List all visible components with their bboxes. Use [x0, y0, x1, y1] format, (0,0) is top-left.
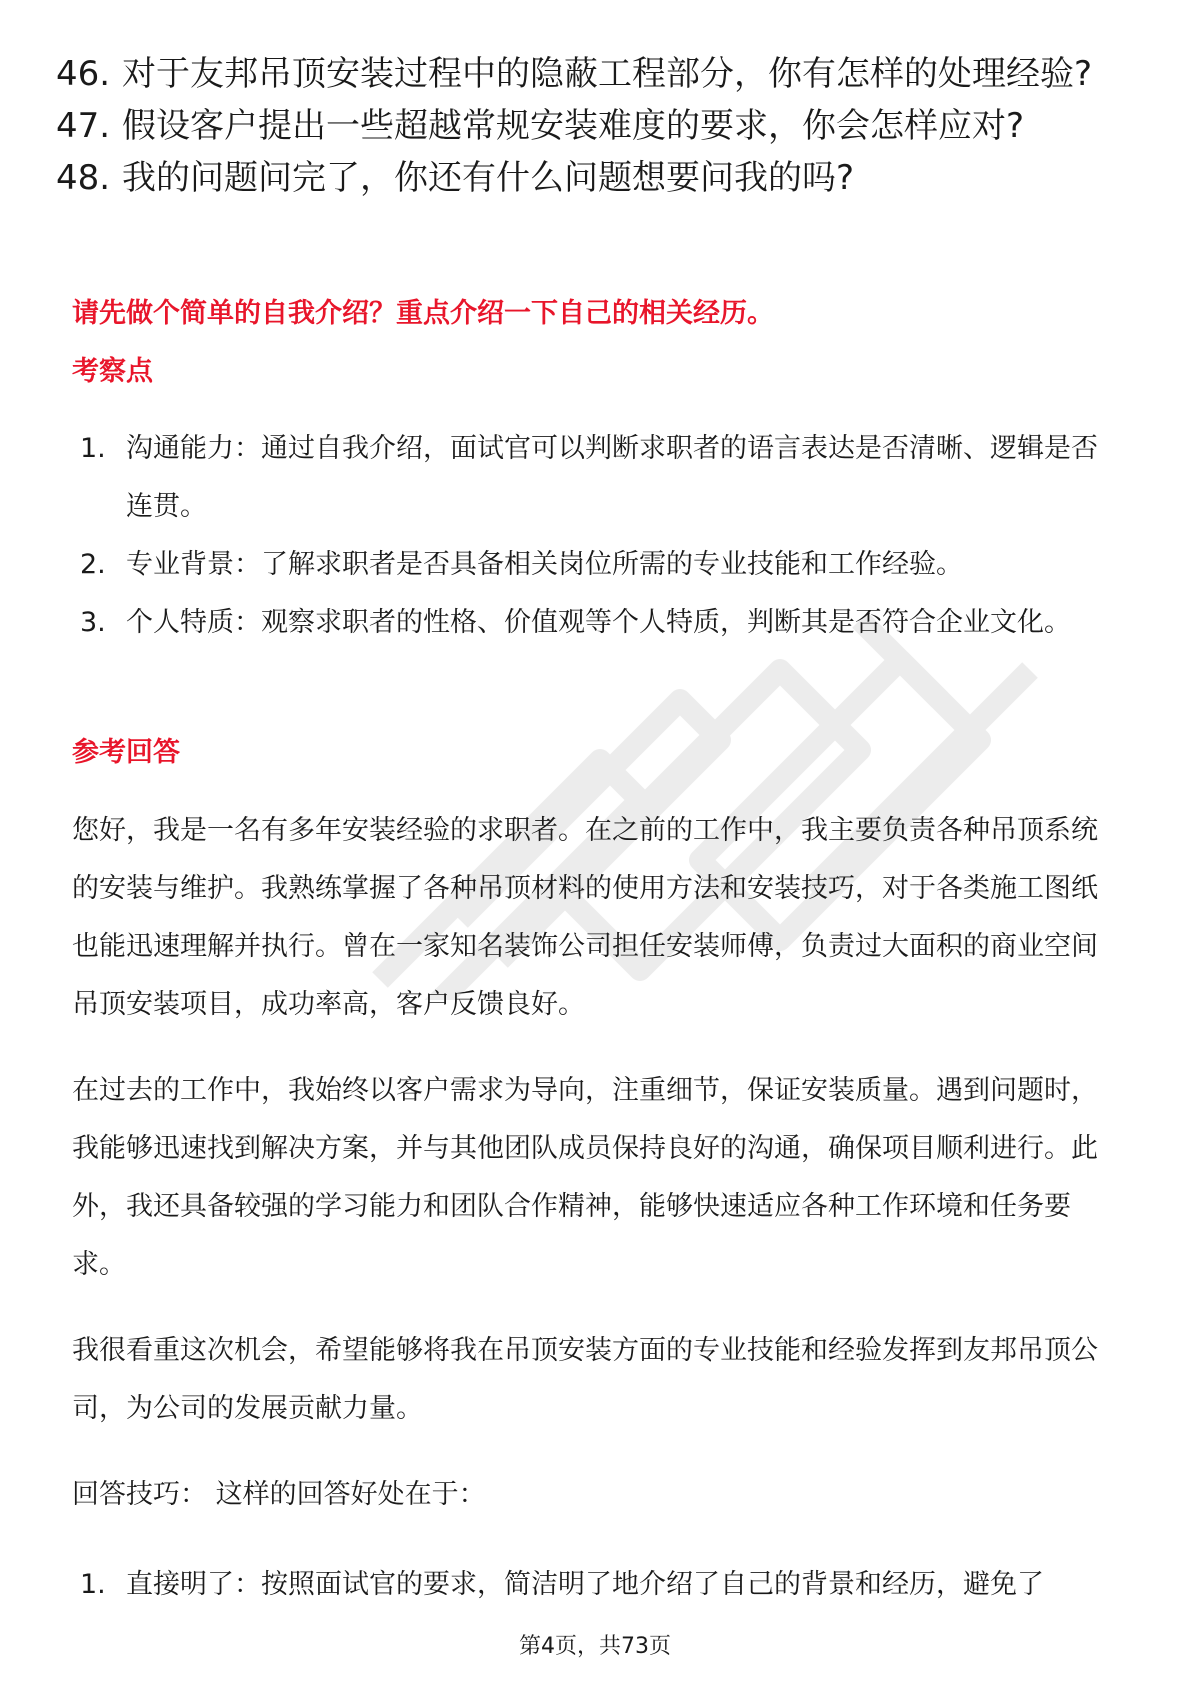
list-item-number: 3.: [80, 607, 106, 638]
answer-paragraph: 在过去的工作中，我始终以客户需求为导向，注重细节，保证安装质量。遇到问题时，我能够迅速找到解决方案，并与其他团队成员保持良好的沟通，确保项目顺利进行。此外，我还具备较强的学习能力和团队合作精神，能够快速适应各种工作环境和任务要求。: [72, 1075, 1098, 1280]
section-heading-reference-answer: 参考回答: [72, 737, 180, 768]
list-item-text: 沟通能力：通过自我介绍，面试官可以判断求职者的语言表达是否清晰、逻辑是否连贯。: [126, 433, 1098, 522]
page-footer: 第4页，共73页: [519, 1634, 671, 1659]
list-item-number: 2.: [80, 549, 106, 580]
list-item: [80, 420, 1120, 536]
question-item-48: [56, 156, 1096, 200]
list-item-text: 直接明了：按照面试官的要求，简洁明了地介绍了自己的背景和经历，避免了: [126, 1569, 1044, 1600]
list-item: [80, 1556, 1120, 1614]
answer-paragraph: 我很看重这次机会，希望能够将我在吊顶安装方面的专业技能和经验发挥到友邦吊顶公司，为公司的发展贡献力量。: [72, 1335, 1098, 1424]
question-item-47: [56, 104, 1096, 148]
question-number: 46.: [56, 54, 111, 94]
answer-paragraph: 您好，我是一名有多年安装经验的求职者。在之前的工作中，我主要负责各种吊顶系统的安装与维护。我熟练掌握了各种吊顶材料的使用方法和安装技巧，对于各类施工图纸也能迅速理解并执行。曾在一家知名装饰公司担任安装师傅，负责过大面积的商业空间吊顶安装项目，成功率高，客户反馈良好。: [72, 815, 1098, 1020]
list-item-text: 专业背景：了解求职者是否具备相关岗位所需的专业技能和工作经验。: [126, 549, 963, 580]
answer-tips-intro: 回答技巧： 这样的回答好处在于：: [72, 1479, 486, 1510]
list-item: [80, 536, 1120, 594]
question-number: 48.: [56, 158, 111, 198]
assessment-point-list: [80, 420, 1120, 652]
question-item-46: [56, 52, 1096, 96]
question-list: [56, 52, 1096, 208]
list-item-text: 个人特质：观察求职者的性格、价值观等个人特质，判断其是否符合企业文化。: [126, 607, 1071, 638]
answer-tips-list: [80, 1556, 1120, 1614]
question-text: 假设客户提出一些超越常规安装难度的要求，你会怎样应对?: [122, 106, 1025, 146]
list-item-number: 1.: [80, 1569, 106, 1600]
main-question-heading: 请先做个简单的自我介绍？重点介绍一下自己的相关经历。: [72, 298, 774, 329]
list-item: [80, 594, 1120, 652]
section-heading-assessment-points: 考察点: [72, 356, 153, 387]
list-item-number: 1.: [80, 433, 106, 464]
question-text: 对于友邦吊顶安装过程中的隐蔽工程部分，你有怎样的处理经验?: [122, 54, 1093, 94]
question-number: 47.: [56, 106, 111, 146]
question-text: 我的问题问完了，你还有什么问题想要问我的吗?: [122, 158, 855, 198]
